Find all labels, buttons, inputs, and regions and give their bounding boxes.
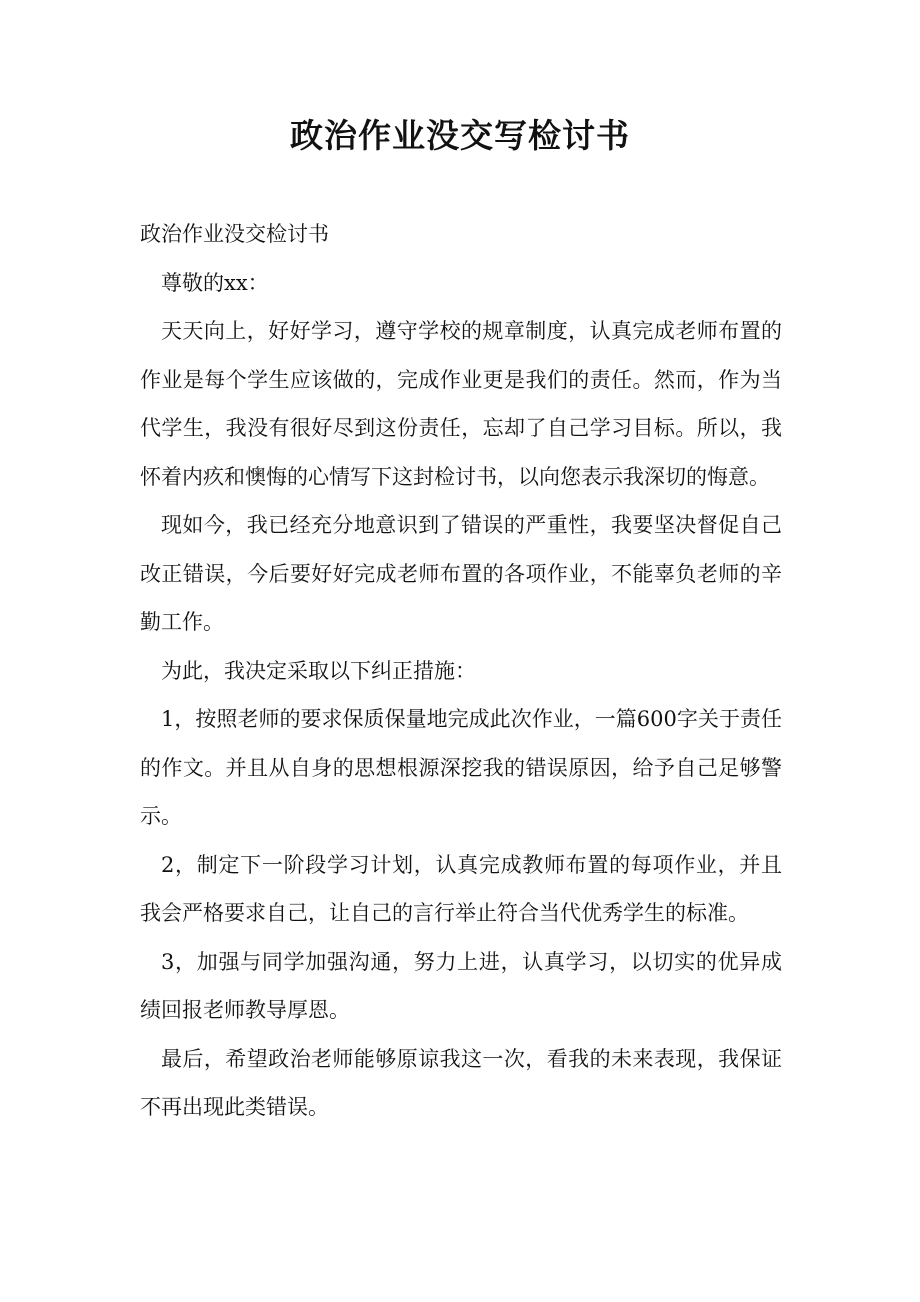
measure-item-1: 1，按照老师的要求保质保量地完成此次作业，一篇600字关于责任的作文。并且从自身的思想根源深挖我的错误原因，给予自己足够警示。: [140, 707, 782, 828]
salutation: 尊敬的xx：: [161, 270, 269, 295]
paragraph-closing: 最后，希望政治老师能够原谅我这一次，看我的未来表现，我保证不再出现此类错误。: [140, 1046, 782, 1119]
document-title: 政治作业没交写检讨书: [290, 116, 630, 155]
paragraph-measures-lead: 为此，我决定采取以下纠正措施：: [161, 658, 476, 683]
measure-item-2: 2，制定下一阶段学习计划，认真完成教师布置的每项作业，并且我会严格要求自己，让自己的言行举止符合当代优秀学生的标准。: [140, 852, 782, 925]
paragraph-realization: 现如今，我已经充分地意识到了错误的严重性，我要坚决督促自己改正错误，今后要好好完成老师布置的各项作业，不能辜负老师的辛勤工作。: [140, 513, 782, 634]
document-subtitle: 政治作业没交检讨书: [140, 222, 329, 246]
measure-item-3: 3，加强与同学加强沟通，努力上进，认真学习，以切实的优异成绩回报老师教导厚恩。: [140, 949, 782, 1022]
paragraph-intro: 天天向上，好好学习，遵守学校的规章制度，认真完成老师布置的作业是每个学生应该做的，完成作业更是我们的责任。然而，作为当代学生，我没有很好尽到这份责任，忘却了自己学习目标。所以，我怀着内疚和懊悔的心情写下这封检讨书，以向您表示我深切的悔意。: [140, 319, 782, 489]
document-body: [140, 210, 782, 1132]
